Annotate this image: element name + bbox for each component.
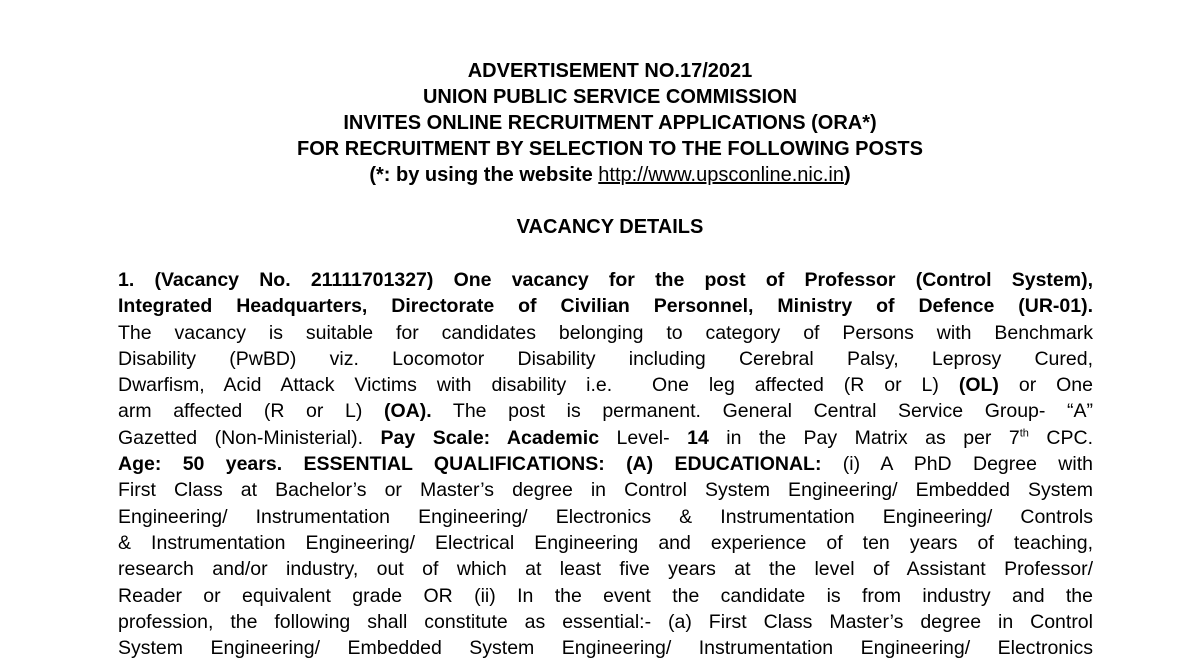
pay-scale-label: Pay Scale: Academic (380, 426, 600, 449)
commission-name: UNION PUBLIC SERVICE COMMISSION (422, 86, 798, 108)
vacancy-line: profession, the following shall constitute as essential:- (a) First Class Master’s degree in Control (118, 610, 1093, 633)
website-line (0, 162, 1200, 188)
vacancy-line: Reader or equivalent grade OR (ii) In the event the candidate is from industry and the (118, 584, 1093, 607)
section-title: VACANCY DETAILS (516, 216, 704, 238)
vacancy-paragraph (118, 267, 1093, 661)
website-prefix: (*: by using the website (369, 164, 599, 186)
text-run: in the Pay Matrix as per 7 (708, 426, 1020, 449)
text-run-bold: (OL) (958, 374, 999, 397)
text-run: Gazetted (Non-Ministerial). (118, 426, 381, 449)
vacancy-line: research and/or industry, out of which at least five years at the level of Assistant Professor/ (118, 558, 1093, 581)
advertisement-header (0, 58, 1200, 188)
vacancy-line: System Engineering/ Embedded System Engineering/ Instrumentation Engineering/ Electronics (118, 637, 1093, 660)
pay-level: 14 (687, 426, 709, 449)
vacancy-line (118, 425, 1093, 451)
vacancy-line (118, 372, 1093, 398)
vacancy-line (118, 398, 1093, 424)
text-run: Dwarfism, Acid Attack Victims with disability i.e. One leg affected (R or L) (118, 374, 959, 397)
vacancy-line: Disability (PwBD) viz. Locomotor Disability including Cerebral Palsy, Leprosy Cured, (118, 347, 1093, 370)
recruitment-line: FOR RECRUITMENT BY SELECTION TO THE FOLLOWING POSTS (297, 138, 923, 160)
vacancy-line: 1. (Vacancy No. 21111701327) One vacancy for the post of Professor (Control System), (118, 269, 1093, 291)
text-run: (i) A PhD Degree with (821, 453, 1093, 476)
text-run: arm affected (R or L) (118, 400, 384, 423)
advertisement-number: ADVERTISEMENT NO.17/2021 (467, 60, 753, 82)
vacancy-line: Integrated Headquarters, Directorate of Civilian Personnel, Ministry of Defence (UR-01). (118, 295, 1093, 318)
vacancy-line: The vacancy is suitable for candidates belonging to category of Persons with Benchmark (118, 321, 1093, 344)
vacancy-line: & Instrumentation Engineering/ Electrical Engineering and experience of ten years of teaching, (118, 531, 1093, 554)
vacancy-line (118, 451, 1093, 477)
vacancy-line: First Class at Bachelor’s or Master’s degree in Control System Engineering/ Embedded System (118, 479, 1093, 502)
text-run: or One (998, 374, 1093, 397)
text-run-bold: Age: 50 years. ESSENTIAL QUALIFICATIONS: (A) EDUCATIONAL: (118, 453, 822, 476)
text-run-bold: (OA). (383, 400, 432, 423)
text-run: Level- (599, 426, 688, 449)
invites-line: INVITES ONLINE RECRUITMENT APPLICATIONS (ORA*) (343, 112, 877, 134)
text-run: The post is permanent. General Central Service Group- “A” (431, 400, 1093, 423)
text-run: CPC. (1028, 426, 1093, 449)
vacancy-line: Engineering/ Instrumentation Engineering/ Electronics & Instrumentation Engineering/ Controls (118, 505, 1093, 528)
website-suffix: ) (843, 164, 851, 186)
superscript: th (1019, 427, 1029, 440)
website-link[interactable]: http://www.upsconline.nic.in (598, 164, 844, 186)
